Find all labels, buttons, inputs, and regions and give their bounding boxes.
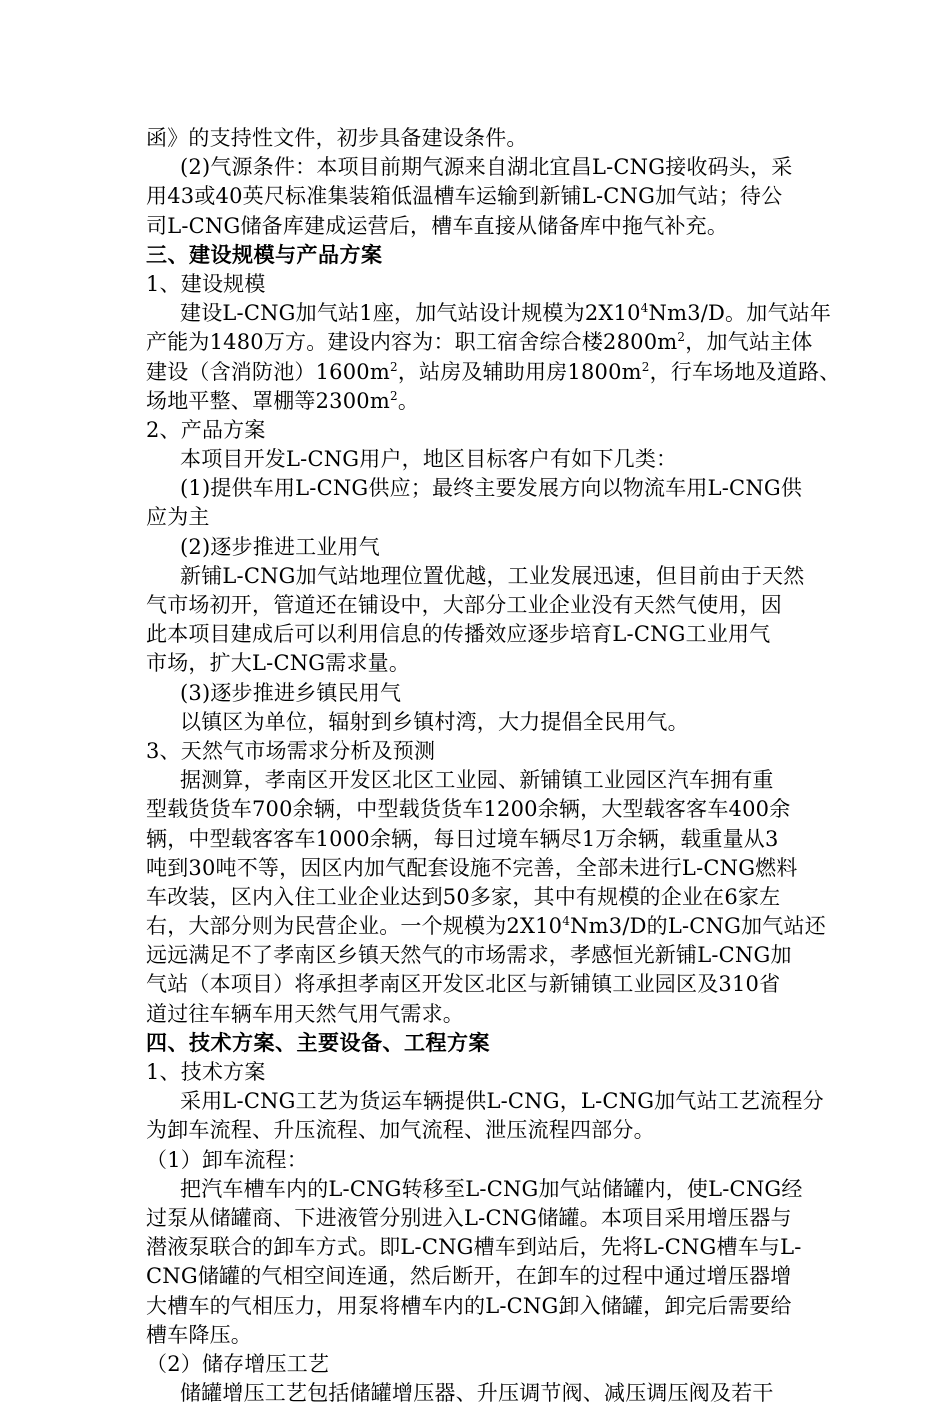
superscript: 4 (562, 914, 571, 929)
text-segment: Nm3/D。加气站年 (648, 301, 832, 326)
text-line: 道过往车辆车用天然气用气需求。 (146, 1001, 464, 1026)
text-line: 型载货货车700余辆，中型载货货车1200余辆，大型载客客车400余 (146, 797, 791, 822)
text-line (146, 912, 826, 941)
text-line: (2)逐步推进工业用气 (180, 534, 380, 559)
section-heading: 三、建设规模与产品方案 (146, 242, 383, 267)
text-line: 函》的支持性文件，初步具备建设条件。 (146, 126, 528, 150)
text-line: 车改装，区内入住工业企业达到50多家，其中有规模的企业在6家左 (146, 884, 781, 909)
text-segment: 建设（含消防池）1600m (146, 359, 390, 384)
text-segment: ，行车场地及道路、 (649, 359, 841, 384)
text-line (146, 358, 841, 387)
text-segment: ，加气站主体 (685, 330, 813, 355)
text-line: 吨到30吨不等，因区内加气配套设施不完善，全部未进行L-CNG燃料 (146, 855, 798, 880)
text-segment: ，站房及辅助用房1800m (397, 359, 642, 384)
text-line: 槽车降压。 (146, 1322, 252, 1347)
text-line: (2)气源条件：本项目前期气源来自湖北宜昌L-CNG接收码头，采 (180, 155, 793, 180)
text-line: CNG储罐的气相空间连通，然后断开，在卸车的过程中通过增压器增 (146, 1264, 792, 1289)
text-line: (1)提供车用L-CNG供应；最终主要发展方向以物流车用L-CNG供 (180, 476, 803, 501)
text-line: 辆，中型载客客车1000余辆，每日过境车辆尽1万余辆，载重量从3 (146, 826, 779, 851)
text-line: 1、建设规模 (146, 271, 266, 296)
text-line (146, 299, 832, 328)
text-line: 把汽车槽车内的L-CNG转移至L-CNG加气站储罐内，使L-CNG经 (180, 1176, 803, 1201)
text-line (146, 328, 813, 357)
text-line: 应为主 (146, 505, 210, 530)
text-line: 2、产品方案 (146, 417, 266, 442)
text-segment: 场地平整、罩棚等2300m (146, 388, 390, 413)
text-line: 为卸车流程、升压流程、加气流程、泄压流程四部分。 (146, 1118, 655, 1143)
text-segment: 建设L-CNG加气站1座，加气站设计规模为2X10 (180, 301, 641, 326)
text-segment: Nm3/D的L-CNG加气站还 (570, 914, 826, 939)
text-line: 用43或40英尺标准集装箱低温槽车运输到新铺L-CNG加气站；待公 (146, 184, 783, 209)
text-line: 据测算，孝南区开发区北区工业园、新铺镇工业园区汽车拥有重 (180, 768, 774, 793)
text-line: 3、天然气市场需求分析及预测 (146, 738, 436, 763)
superscript: 2 (677, 330, 686, 345)
text-line: 市场，扩大L-CNG需求量。 (146, 651, 411, 676)
text-line: 过泵从储罐商、下进液管分别进入L-CNG储罐。本项目采用增压器与 (146, 1205, 792, 1230)
text-line: 储罐增压工艺包括储罐增压器、升压调节阀、减压调压阀及若干 (180, 1381, 774, 1406)
text-line: 大槽车的气相压力，用泵将槽车内的L-CNG卸入储罐，卸完后需要给 (146, 1293, 792, 1318)
text-line: 司L-CNG储备库建成运营后，槽车直接从储备库中拖气补充。 (146, 213, 729, 238)
text-line: 本项目开发L-CNG用户，地区目标客户有如下几类： (180, 447, 678, 472)
text-line: 1、技术方案 (146, 1060, 266, 1084)
text-segment: 右，大部分则为民营企业。一个规模为2X10 (146, 914, 563, 939)
superscript: 2 (389, 359, 398, 374)
text-line: （2）储存增压工艺 (146, 1351, 330, 1376)
text-line: 新铺L-CNG加气站地理位置优越，工业发展迅速，但目前由于天然 (180, 563, 805, 588)
text-line: 采用L-CNG工艺为货运车辆提供L-CNG，L-CNG加气站工艺流程分 (180, 1089, 824, 1114)
text-line: 气市场初开，管道还在铺设中，大部分工业企业没有天然气使用，因 (146, 593, 782, 617)
text-line: (3)逐步推进乡镇民用气 (180, 680, 402, 705)
text-line: 气站（本项目）将承担孝南区开发区北区与新铺镇工业园区及310省 (146, 972, 781, 997)
document-page (146, 124, 841, 1408)
text-segment: 产能为1480万方。建设内容为：职工宿舍综合楼2800m (146, 330, 678, 355)
text-line: 此本项目建成后可以利用信息的传播效应逐步培育L-CNG工业用气 (146, 622, 771, 647)
text-line: 潜液泵联合的卸车方式。即L-CNG槽车到站后，先将L-CNG槽车与L- (146, 1235, 802, 1260)
text-line (146, 387, 808, 416)
superscript: 2 (389, 388, 398, 403)
section-heading: 四、技术方案、主要设备、工程方案 (146, 1030, 490, 1055)
text-line: 以镇区为单位，辐射到乡镇村湾，大力提倡全民用气。 (180, 709, 689, 734)
text-line: （1）卸车流程： (146, 1147, 308, 1172)
superscript: 2 (641, 359, 650, 374)
text-line: 远远满足不了孝南区乡镇天然气的市场需求，孝感恒光新铺L-CNG加 (146, 943, 792, 968)
text-segment: 。 (397, 388, 420, 413)
superscript: 4 (640, 301, 649, 316)
